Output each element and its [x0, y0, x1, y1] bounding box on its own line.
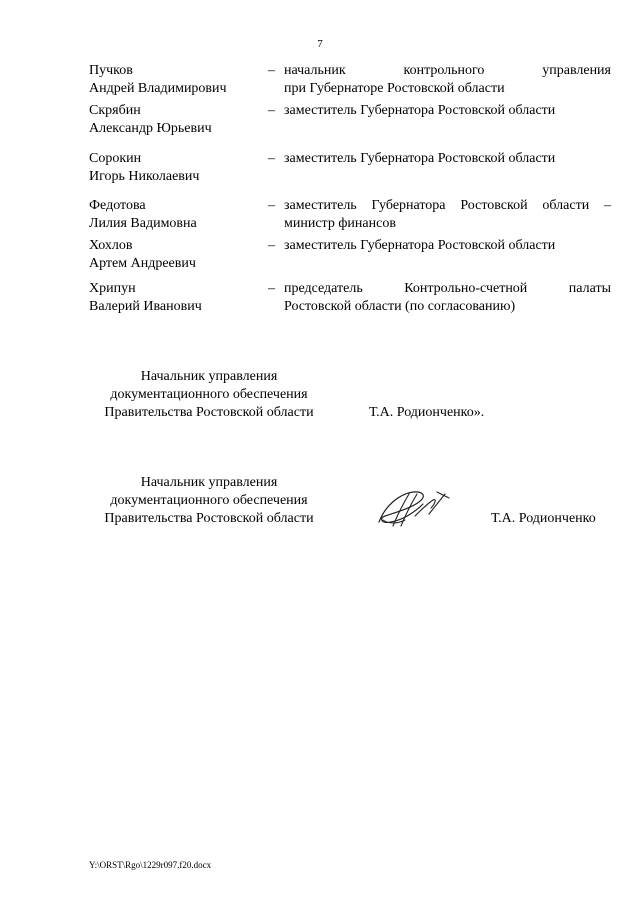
member-given-name: Александр Юрьевич: [89, 121, 212, 136]
title-line: Начальник управления: [140, 475, 278, 490]
signatory-name: Т.А. Родионченко: [491, 511, 596, 526]
member-given-name: Артем Андреевич: [89, 256, 196, 271]
member-surname: Хохлов: [89, 238, 133, 253]
member-position: [284, 102, 611, 120]
member-name: [89, 237, 269, 273]
signatory-title: [89, 474, 329, 528]
signatory-name: Т.А. Родионченко».: [369, 405, 485, 420]
position-line: начальник контрольного управления: [284, 63, 611, 78]
dash-separator: –: [268, 198, 275, 213]
member-surname: Хрипун: [89, 281, 136, 296]
position-line: заместитель Губернатора Ростовской области: [284, 238, 556, 253]
member-given-name: Лилия Вадимовна: [89, 216, 197, 231]
member-position: [284, 150, 611, 168]
title-line: документационного обеспечения: [110, 493, 308, 508]
title-line: Правительства Ростовской области: [104, 511, 314, 526]
position-line: при Губернаторе Ростовской области: [284, 81, 505, 96]
member-surname: Скрябин: [89, 103, 141, 118]
member-given-name: Валерий Иванович: [89, 299, 202, 314]
member-position: [284, 280, 611, 316]
position-line: председатель Контрольно-счетной палаты: [284, 281, 611, 296]
member-given-name: Игорь Николаевич: [89, 169, 200, 184]
member-name: [89, 102, 269, 138]
position-line: министр финансов: [284, 216, 396, 231]
member-name: [89, 150, 269, 186]
handwritten-signature: [375, 486, 455, 530]
file-path: Y:\ORST\Rgo\1229r097.f20.docx: [89, 860, 212, 870]
member-surname: Сорокин: [89, 151, 142, 166]
title-line: документационного обеспечения: [110, 387, 308, 402]
member-position: [284, 197, 611, 233]
member-position: [284, 237, 611, 255]
dash-separator: –: [268, 151, 275, 166]
position-line: Ростовской области (по согласованию): [284, 299, 516, 314]
signatory-title: [89, 368, 329, 422]
member-name: [89, 280, 269, 316]
page-number: 7: [317, 38, 323, 50]
member-surname: Пучков: [89, 63, 133, 78]
member-name: [89, 62, 269, 98]
position-line: заместитель Губернатора Ростовской области: [284, 151, 556, 166]
member-position: [284, 62, 611, 98]
position-line: заместитель Губернатора Ростовской области –: [284, 198, 611, 213]
member-name: [89, 197, 269, 233]
title-line: Правительства Ростовской области: [104, 405, 314, 420]
title-line: Начальник управления: [140, 369, 278, 384]
dash-separator: –: [268, 103, 275, 118]
member-surname: Федотова: [89, 198, 146, 213]
member-given-name: Андрей Владимирович: [89, 81, 227, 96]
dash-separator: –: [268, 281, 275, 296]
dash-separator: –: [268, 63, 275, 78]
dash-separator: –: [268, 238, 275, 253]
position-line: заместитель Губернатора Ростовской области: [284, 103, 556, 118]
